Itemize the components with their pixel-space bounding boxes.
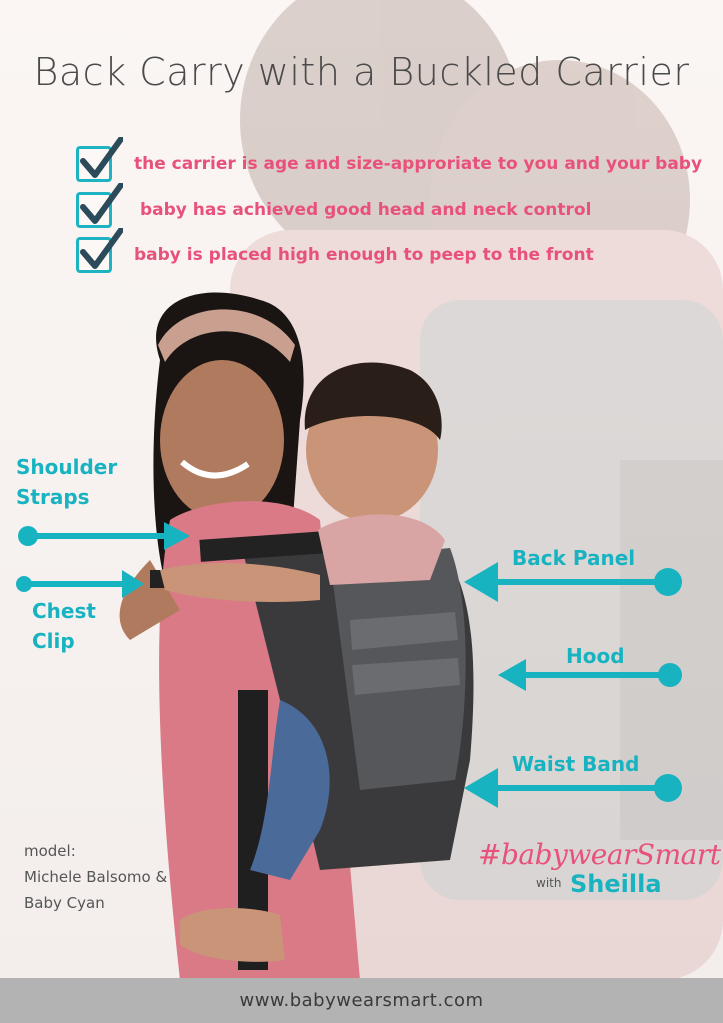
- brand-with: with: [536, 876, 562, 890]
- checklist-text: baby has achieved good head and neck control: [140, 200, 592, 220]
- arrow-left-icon: [496, 657, 686, 693]
- label-chest-clip: [32, 596, 96, 656]
- checklist-item: [76, 142, 702, 186]
- checkbox-check-icon: [76, 192, 112, 228]
- model-credit-line3: Baby Cyan: [24, 894, 105, 912]
- page-title: Back Carry with a Buckled Carrier: [33, 50, 690, 94]
- label-shoulder-straps: [16, 452, 117, 512]
- arrow-left-icon: [462, 766, 686, 810]
- checklist-text: the carrier is age and size-approriate to you and your baby: [134, 154, 703, 174]
- label-chest-clip-line1: Chest: [32, 599, 96, 623]
- label-waist-band: Waist Band: [512, 752, 640, 776]
- model-credit-line2: Michele Balsomo &: [24, 868, 168, 886]
- footer-url: www.babywearsmart.com: [0, 978, 723, 1023]
- label-chest-clip-line2: Clip: [32, 629, 75, 653]
- arrow-right-icon: [14, 520, 194, 552]
- arrow-left-icon: [462, 560, 686, 604]
- label-shoulder-straps-line1: Shoulder: [16, 455, 118, 479]
- label-hood: Hood: [566, 644, 625, 668]
- checkbox-check-icon: [76, 237, 112, 273]
- label-back-panel: Back Panel: [512, 546, 636, 570]
- brand-name: Sheilla: [570, 870, 662, 898]
- brand-hashtag: #babywearSmart: [478, 838, 721, 871]
- model-credit-line1: model:: [24, 842, 76, 860]
- brand-logo: [478, 838, 721, 908]
- checkbox-check-icon: [76, 146, 112, 182]
- checklist-item: [76, 233, 594, 277]
- label-shoulder-straps-line2: Straps: [16, 485, 90, 509]
- checklist-item: [76, 188, 591, 232]
- checklist-text: baby is placed high enough to peep to the front: [134, 245, 594, 265]
- model-credit: [24, 838, 167, 916]
